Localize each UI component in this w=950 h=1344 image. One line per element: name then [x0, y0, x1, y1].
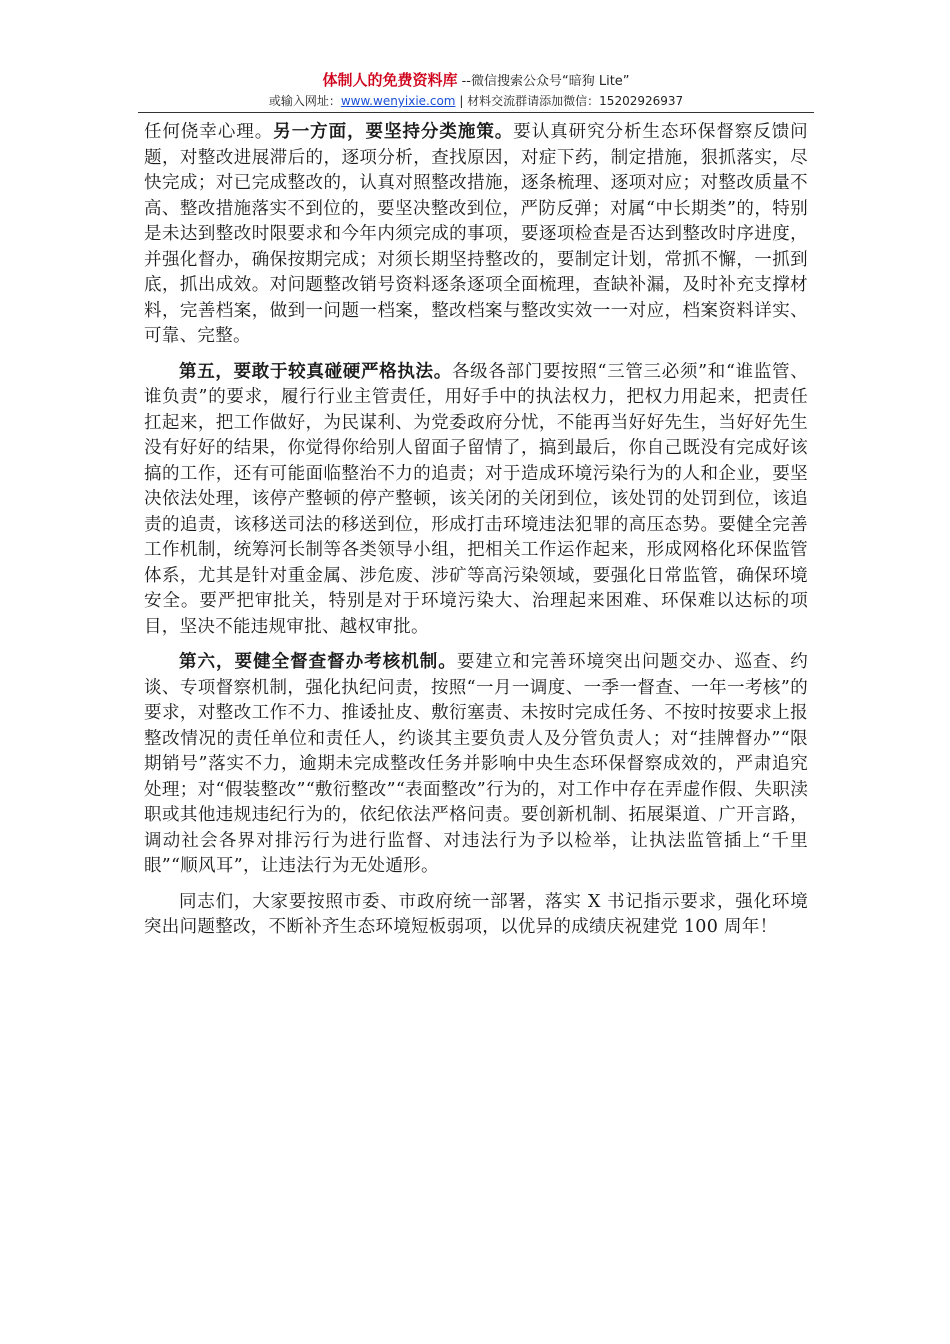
header-url-link[interactable]: www.wenyixie.com	[340, 94, 456, 108]
paragraph-continuation	[144, 120, 808, 350]
paragraph-bold-heading: 另一方面，要坚持分类施策。	[273, 122, 514, 142]
document-body	[144, 120, 808, 941]
paragraph-text: 各级各部门要按照“三管三必须”和“谁监管、谁负责”的要求，履行行业主管责任，用好手中的执法权力，把权力用起来，把责任扛起来，把工作做好，为民谋利、为党委政府分忧，不能再当好好先生，当好好先生没有好好的结果，你觉得你给别人留面子留情了，搞到最后，你自己既没有完成好该搞的工作，还有可能面临整治不力的追责；对于造成环境污染行为的人和企业，要坚决依法处理，该停产整顿的停产整顿，该关闭的关闭到位，该处罚的处罚到位，该追责的追责，该移送司法的移送到位，形成打击环境违法犯罪的高压态势。要健全完善工作机制，统筹河长制等各类领导小组，把相关工作运作起来，形成网格化环保监管体系，尤其是针对重金属、涉危废、涉矿等高污染领域，要强化日常监管，确保环境安全。要严把审批关，特别是对于环境污染大、治理起来困难、环保难以达标的项目，坚决不能违规审批、越权审批。	[144, 361, 809, 637]
paragraph-text: 要认真研究分析生态环保督察反馈问题，对整改进展滞后的，逐项分析，查找原因，对症下药，制定措施，狠抓落实，尽快完成；对已完成整改的，认真对照整改措施，逐条梳理、逐项对应；对整改质量不高、整改措施落实不到位的，要坚决整改到位，严防反弹；对属“中长期类”的，特别是未达到整改时限要求和今年内须完成的事项，要逐项检查是否达到整改时序进度，并强化督办，确保按期完成；对须长期坚持整改的，要制定计划，常抓不懈，一抓到底，抓出成效。对问题整改销号资料逐条逐项全面梳理，查缺补漏，及时补充支撑材料，完善档案，做到一问题一档案，整改档案与整改实效一一对应，档案资料详实、可靠、完整。	[144, 122, 808, 346]
paragraph-fifth	[144, 360, 808, 641]
header-tagline: --微信搜索公众号“暗狗 Lite”	[461, 74, 630, 89]
paragraph-closing	[144, 890, 808, 941]
paragraph-sixth	[144, 650, 808, 880]
header-url-prefix: 或输入网址：	[268, 94, 341, 108]
header-divider	[138, 112, 814, 113]
header-line-2	[138, 92, 814, 110]
paragraph-lead-heading: 第五，要敢于较真碰硬严格执法。	[179, 361, 452, 382]
paragraph-text: 任何侥幸心理。	[144, 122, 274, 142]
paragraph-lead-heading: 第六，要健全督查督办考核机制。	[179, 652, 457, 672]
paragraph-text: 同志们，大家要按照市委、市政府统一部署，落实 X 书记指示要求，强化环境突出问题整改，不断补齐生态环境短板弱项，以优异的成绩庆祝建党 100 周年！	[144, 891, 808, 937]
page-header	[138, 70, 814, 110]
header-brand: 体制人的免费资料库	[322, 71, 458, 89]
paragraph-text: 要建立和完善环境突出问题交办、巡查、约谈、专项督察机制，强化执纪问责，按照“一月一调度、一季一督查、一年一考核”的要求，对整改工作不力、推诿扯皮、敷衍塞责、未按时完成任务、不按时按要求上报整改情况的责任单位和责任人，约谈其主要负责人及分管负责人；对“挂牌督办”“限期销号”落实不力，逾期未完成整改任务并影响中央生态环保督察成效的，严肃追究处理；对“假装整改”“敷衍整改”“表面整改”行为的，对工作中存在弄虚作假、失职渎职或其他违规违纪行为的，依纪依法严格问责。要创新机制、拓展渠道、广开言路，调动社会各界对排污行为进行监督、对违法行为予以检举，让执法监管插上“千里眼”“顺风耳”，让违法行为无处遁形。	[144, 652, 809, 876]
header-line-1	[138, 70, 814, 92]
header-contact: | 材料交流群请添加微信：15202926937	[455, 94, 684, 108]
